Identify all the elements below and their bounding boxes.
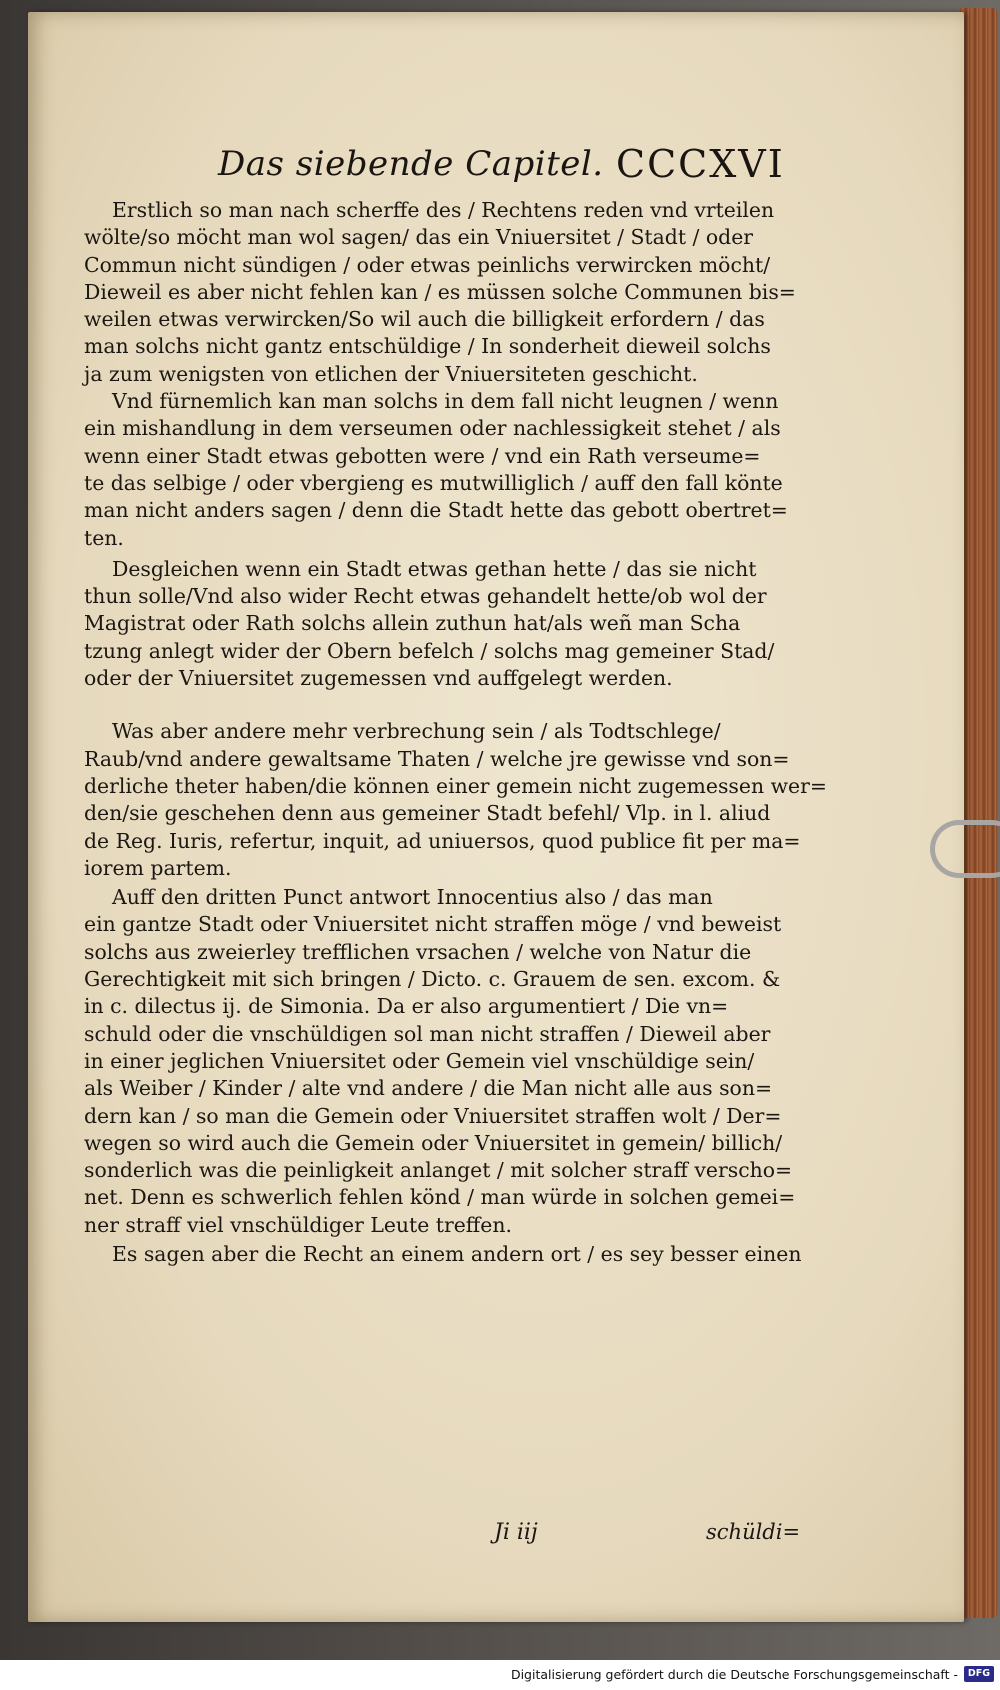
digitization-footer [0,1660,1000,1690]
text-line: Erstlich so man nach scherffe des / Rechtens reden vnd vrteilen [112,198,775,222]
text-line: Gerechtigkeit mit sich bringen / Dicto. c. Grauem de sen. excom. & [84,967,781,992]
paragraph [84,884,796,1239]
text-line: in einer jeglichen Vniuersitet oder Gemein viel vnschüldige sein/ [84,1048,755,1073]
text-line: ner straff viel vnschüldiger Leute treffen. [84,1212,512,1237]
paragraph [84,556,779,692]
text-line: tzung anlegt wider der Obern befelch / solchs mag gemeiner Stad/ [84,638,775,663]
text-line: ein gantze Stadt oder Vniuersitet nicht straffen möge / vnd beweist [84,912,782,937]
text-line: Commun nicht sündigen / oder etwas peinlichs verwircken möcht/ [84,252,771,277]
dfg-logo-icon: DFG [964,1666,994,1682]
footer-credit: Digitalisierung gefördert durch die Deutsche Forschungsgemeinschaft - [510,1667,958,1682]
text-line: Raub/vnd andere gewaltsame Thaten / welche jre gewisse vnd son= [84,746,790,771]
text-line: wenn einer Stadt etwas gebotten were / vnd ein Rath verseume= [84,443,761,468]
book-page [28,12,964,1622]
text-line: ja zum wenigsten von etlichen der Vniuersiteten geschicht. [84,361,698,386]
text-line: den/sie geschehen denn aus gemeiner Stadt befehl/ Vlp. in l. aliud [84,801,771,826]
catchword: schüldi= [706,1520,801,1544]
text-line: Magistrat oder Rath solchs allein zuthun hat/als weñ man Scha [84,611,741,636]
text-line: weilen etwas verwircken/So wil auch die billigkeit erfordern / das [84,307,765,332]
text-line: te das selbige / oder vbergieng es mutwilliglich / auff den fall könte [84,470,783,495]
text-line: de Reg. Iuris, refertur, inquit, ad uniuersos, quod publice fit per ma= [84,828,801,853]
text-line: iorem partem. [84,855,232,880]
text-line: dern kan / so man die Gemein oder Vniuersitet straffen wolt / Der= [84,1103,782,1128]
text-line: wölte/so möcht man wol sagen/ das ein Vniuersitet / Stadt / oder [84,225,754,250]
text-line: oder der Vniuersitet zugemessen vnd auffgelegt werden. [84,666,673,691]
text-line: Was aber andere mehr verbrechung sein / als Todtschlege/ [112,719,721,744]
text-line: sonderlich was die peinligkeit anlanget / mit solcher straff verscho= [84,1158,793,1183]
text-line: derliche theter haben/die können einer gemein nicht zugemessen wer= [84,773,827,798]
text-line: Dieweil es aber nicht fehlen kan / es müssen solche Communen bis= [84,279,796,304]
text-line: als Weiber / Kinder / alte vnd andere / die Man nicht alle aus son= [84,1076,773,1101]
text-line: man nicht anders sagen / denn die Stadt hette das gebott obertret= [84,498,788,523]
text-line: Vnd fürnemlich kan man solchs in dem fall nicht leugnen / wenn [112,389,779,414]
paragraph [84,388,788,552]
body-text [84,197,827,1545]
running-title: Das siebende Capitel. [218,144,604,184]
page-header [28,144,964,194]
book-fore-edge [960,8,998,1618]
text-line: in c. dilectus ij. de Simonia. Da er also argumentiert / Die vn= [84,994,729,1019]
text-line: solchs aus zweierley trefflichen vrsachen / welche von Natur die [84,939,752,964]
text-line: Desgleichen wenn ein Stadt etwas gethan hette / das sie nicht [112,556,757,581]
folio-number: CCCXVI [616,142,785,186]
paragraph [84,1241,802,1268]
text-line: thun solle/Vnd also wider Recht etwas gehandelt hette/ob wol der [84,584,767,609]
text-line: ein mishandlung in dem verseumen oder nachlessigkeit stehet / als [84,416,781,441]
text-line: net. Denn es schwerlich fehlen könd / man würde in solchen gemei= [84,1185,796,1210]
text-line: ten. [84,525,124,550]
text-line: schuld oder die vnschüldigen sol man nicht straffen / Dieweil aber [84,1021,771,1046]
page-foot [84,1519,801,1549]
text-line: Es sagen aber die Recht an einem andern ort / es sey besser einen [112,1241,802,1266]
signature-mark: Ji iij [494,1520,538,1545]
paragraph [84,718,827,882]
text-line: wegen so wird auch die Gemein oder Vniuersitet in gemein/ billich/ [84,1130,783,1155]
paper-clip-icon [930,820,1000,878]
text-line: Auff den dritten Punct antwort Innocentius also / das man [112,885,713,910]
paragraph [84,197,796,388]
text-line: man solchs nicht gantz entschüldige / In sonderheit dieweil solchs [84,334,771,359]
